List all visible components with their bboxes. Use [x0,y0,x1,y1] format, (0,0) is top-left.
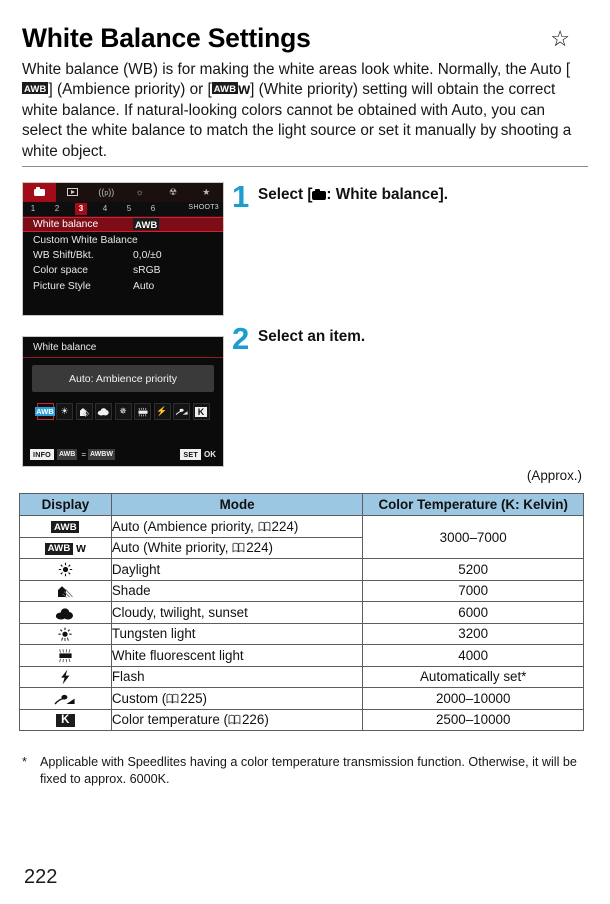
page-title: White Balance Settings [22,23,311,53]
menu-item-color-space[interactable] [23,263,223,278]
mode-suffix: ) [202,690,208,706]
wb-icon-strip [23,403,223,420]
horizontal-divider [22,166,588,167]
menu-num-4[interactable]: 4 [102,204,108,213]
wb-option-awb[interactable]: AWB [37,403,54,420]
mode-suffix: ) [268,540,273,556]
mode-text: Color temperature ( [111,712,228,728]
custom-functions-tab-icon[interactable]: ☢ [168,187,178,197]
mode-text: Custom ( [111,690,167,706]
wb-option-custom-icon[interactable] [173,403,190,420]
step-text [258,184,448,203]
menu-item-label: Custom White Balance [33,234,138,246]
table-row [20,602,584,624]
awb-ambience-icon: AWB [51,521,79,533]
menu-item-list [23,217,223,294]
wb-option-tungsten-icon[interactable]: ✵ [115,403,132,420]
shoot-menu-icon [312,189,326,200]
intro-paragraph [22,60,588,162]
menu-item-custom-white-balance[interactable] [23,232,223,247]
mode-cell: Flash [111,666,363,688]
shoot-label: SHOOT3 [188,204,219,211]
star-outline-icon: ☆ [550,25,570,51]
menu-num-6[interactable]: 6 [150,204,156,213]
intro-text-part1: White balance (WB) is for making the white areas look white. Normally, the Auto [ [22,61,571,78]
display-cell-color-temperature [20,709,112,731]
page-ref[interactable]: 225 [180,690,203,706]
set-chip[interactable]: SET [180,449,201,460]
table-header-display: Display [20,494,112,516]
menu-number-row [23,202,223,217]
menu-item-value: 0,0/±0 [133,249,162,261]
display-cell-tungsten [20,623,112,645]
table-row [20,516,584,538]
menu-item-picture-style[interactable] [23,279,223,294]
step-number: 1 [232,179,250,214]
mode-cell [111,516,363,538]
menu-item-label: White balance [33,219,99,231]
wireless-tab-icon[interactable]: ((p)) [98,187,115,197]
mode-cell [111,709,363,731]
mode-suffix: ) [293,518,299,534]
mode-cell [111,688,363,710]
shoot-tab-icon[interactable] [23,183,56,202]
temperature-cell: 3000–7000 [363,516,584,559]
menu-num-5[interactable]: 5 [126,204,132,213]
ok-label: OK [204,450,216,459]
wb-option-daylight-icon[interactable]: ☀ [56,403,73,420]
step-1 [232,179,448,214]
intro-text-part3: ] (White priority) setting will obtain the correct white balance. If natural-looking colors cannot be obtained with Auto, you can select the white balance to match the light source or set it manually by shooting a white object. [22,81,572,160]
mode-cell: Shade [111,580,363,602]
wb-option-fluorescent-icon[interactable] [134,403,151,420]
intro-text-part2: ] (Ambience priority) or [ [48,81,212,99]
temperature-cell: 5200 [363,559,584,581]
temperature-cell: Automatically set* [363,666,584,688]
mode-cell [111,537,363,559]
mode-text: Auto (Ambience priority, [111,518,258,534]
menu-item-wb-shift-bkt[interactable] [23,248,223,263]
menu-item-value: Auto [133,280,155,292]
page-ref[interactable]: 226 [241,712,265,728]
wb-option-color-temperature-icon[interactable]: K [193,403,210,420]
camera-menu-screenshot [22,182,224,316]
menu-item-label: Picture Style [33,280,91,292]
awb-tag-white: AWB [213,83,237,95]
temperature-cell: 4000 [363,645,584,667]
approx-label: (Approx.) [526,468,582,483]
table-row [20,709,584,731]
mode-cell: Cloudy, twilight, sunset [111,602,363,624]
menu-item-value: sRGB [133,265,161,277]
page-ref[interactable]: 224 [271,518,294,534]
shade-icon [56,584,74,598]
table-row [20,645,584,667]
awb-tag-value: AWB [135,218,158,230]
table-header-row [20,494,584,516]
white-balance-table [19,493,584,731]
mode-cell: Daylight [111,559,363,581]
book-icon [232,542,245,553]
daylight-icon [58,562,73,577]
display-cell-awb-ambience [20,516,112,538]
display-cell-fluorescent [20,645,112,667]
book-icon [166,693,179,704]
footnote-line-1: Applicable with Speedlites having a color temperature transmission function. [40,755,465,769]
mode-suffix: ) [264,712,269,728]
footnote [22,754,588,788]
display-cell-flash [20,666,112,688]
temperature-cell: 3200 [363,623,584,645]
info-chip[interactable]: INFO [30,449,54,460]
menu-item-label: WB Shift/Bkt. [33,249,94,261]
table-header-mode: Mode [111,494,363,516]
playback-tab-icon[interactable] [56,183,89,202]
wb-option-flash-icon[interactable]: ⚡ [154,403,171,420]
menu-item-value [133,218,159,232]
step-2 [232,321,366,356]
table-row [20,580,584,602]
wb-option-cloudy-icon[interactable] [95,403,112,420]
awb-chip: AWB [58,451,76,458]
awb-white-icon: AWB [45,543,73,555]
step-number: 2 [232,321,250,356]
flash-icon [60,669,71,685]
cloudy-icon [55,607,75,620]
footnote-marker: * [22,755,27,769]
temperature-cell: 6000 [363,602,584,624]
fluorescent-icon [57,648,74,663]
table-row [20,666,584,688]
table-row [20,623,584,645]
wb-screen-title: White balance [23,337,223,358]
custom-wb-icon [54,693,76,706]
awb-tag-ambience: AWB [24,83,47,95]
wb-screen-bottom-bar [23,448,223,461]
display-cell-shade [20,580,112,602]
color-temperature-icon: K [56,714,75,728]
temperature-cell: 2500–10000 [363,709,584,731]
temperature-cell: 7000 [363,580,584,602]
title-row [22,24,588,53]
wb-option-shade-icon[interactable] [76,403,93,420]
awb-w-suffix: w [238,81,251,99]
page-ref[interactable]: 224 [246,540,269,556]
my-menu-tab-icon[interactable]: ★ [202,187,211,197]
mode-text: Auto (White priority, [111,540,233,556]
setup-tab-icon[interactable]: ☼ [135,187,144,197]
table-header-temperature: Color Temperature (K: Kelvin) [363,494,584,516]
menu-tab-bar [23,183,223,202]
display-cell-awb-white [20,537,112,559]
mode-cell: White fluorescent light [111,645,363,667]
menu-num-3[interactable]: 3 [75,203,87,215]
temperature-cell: 2000–10000 [363,688,584,710]
equals-sign: = [81,450,86,459]
menu-item-white-balance[interactable] [23,217,223,232]
mode-cell: Tungsten light [111,623,363,645]
awb-white-suffix: w [76,541,86,556]
table-row [20,688,584,710]
step-text-before: Select [ [258,186,313,203]
awbw-chip: AWBW [89,451,113,458]
menu-num-1[interactable]: 1 [30,204,36,213]
footnote-line-2: Otherwise, it will be fixed to approx. 6000K. [40,755,577,786]
book-icon [258,521,271,532]
display-cell-daylight [20,559,112,581]
book-icon [228,714,241,725]
page-number: 222 [24,866,58,888]
step-text: Select an item. [258,328,366,345]
tungsten-icon [57,627,73,642]
display-cell-custom [20,688,112,710]
step-text-after: : White balance]. [326,186,448,203]
wb-selection-screenshot [22,336,224,467]
menu-num-2[interactable]: 2 [54,204,60,213]
wb-selected-mode-banner: Auto: Ambience priority [32,365,214,392]
menu-item-label: Color space [33,265,88,277]
display-cell-cloudy [20,602,112,624]
table-row [20,559,584,581]
